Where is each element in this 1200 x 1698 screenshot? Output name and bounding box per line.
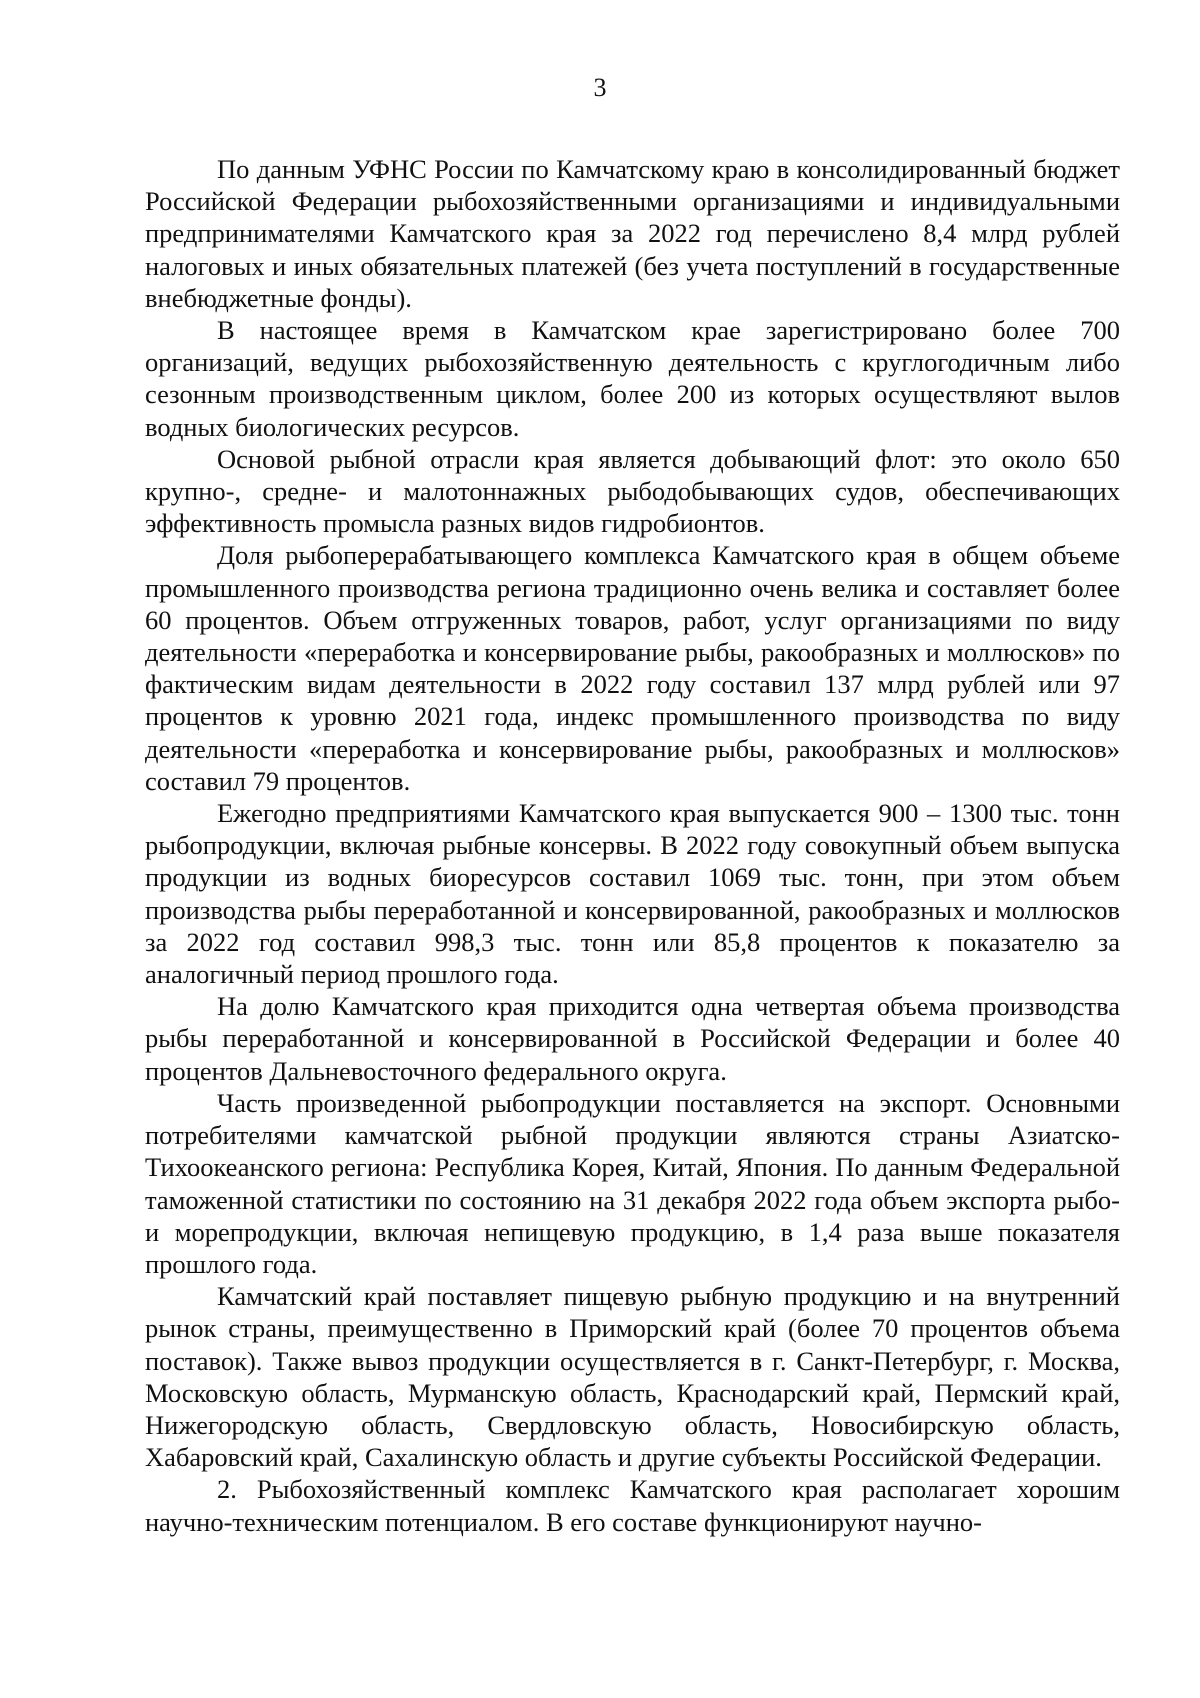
paragraph-fishing-fleet: Основой рыбной отрасли края является добывающий флот: это около 650 крупно-, средне- и малотоннажных рыбодобывающих судов, обеспечивающих эффективность промысла разных видов гидробионтов. (145, 443, 1120, 539)
page-number: 3 (593, 73, 607, 102)
paragraph-annual-output: Ежегодно предприятиями Камчатского края выпускается 900 – 1300 тыс. тонн рыбопродукции, включая рыбные консервы. В 2022 году совокупный объем выпуска продукции из водных биоресурсов составил 1069 тыс. тонн, при этом объем производства рыбы переработанной и консервированной, ракообразных и моллюсков за 2022 год составил 998,3 тыс. тонн или 85,8 процентов к показателю за аналогичный период прошлого года. (145, 798, 1120, 990)
paragraph-national-share: На долю Камчатского края приходится одна четвертая объема производства рыбы переработанной и консервированной в Российской Федерации и более 40 процентов Дальневосточного федерального округа. (145, 991, 1120, 1086)
paragraph-scientific-potential: 2. Рыбохозяйственный комплекс Камчатского края располагает хорошим научно-техническим потенциалом. В его составе функционируют научно- (145, 1474, 1120, 1537)
paragraph-domestic-market: Камчатский край поставляет пищевую рыбную продукцию и на внутренний рынок страны, преимущественно в Приморский край (более 70 процентов объема поставок). Также вывоз продукции осуществляется в г. Санкт-Петербург, г. Москва, Московскую область, Мурманскую область, Краснодарский край, Пермский край, Нижегородскую область, Свердловскую область, Новосибирскую область, Хабаровский край, Сахалинскую область и другие субъекты Российской Федерации. (145, 1281, 1120, 1473)
paragraph-export: Часть произведенной рыбопродукции поставляется на экспорт. Основными потребителями камчатской рыбной продукции являются страны Азиатско-Тихоокеанского региона: Республика Корея, Китай, Япония. По данным Федеральной таможенной статистики по состоянию на 31 декабря 2022 года объем экспорта рыбо- и морепродукции, включая непищевую продукцию, в 1,4 раза выше показателя прошлого года. (145, 1087, 1120, 1279)
document-body (145, 153, 1120, 1538)
paragraph-tax-payments: По данным УФНС России по Камчатскому краю в консолидированный бюджет Российской Федерации рыбохозяйственными организациями и индивидуальными предпринимателями Камчатского края за 2022 год перечислено 8,4 млрд рублей налоговых и иных обязательных платежей (без учета поступлений в государственные внебюджетные фонды). (145, 154, 1120, 313)
paragraph-registered-organizations: В настоящее время в Камчатском крае зарегистрировано более 700 организаций, ведущих рыбохозяйственную деятельность с круглогодичным либо сезонным производственным циклом, более 200 из которых осуществляют вылов водных биологических ресурсов. (145, 315, 1120, 442)
paragraph-processing-share: Доля рыбоперерабатывающего комплекса Камчатского края в общем объеме промышленного производства региона традиционно очень велика и составляет более 60 процентов. Объем отгруженных товаров, работ, услуг организациями по виду деятельности «переработка и консервирование рыбы, ракообразных и моллюсков» по фактическим видам деятельности в 2022 году составил 137 млрд рублей или 97 процентов к уровню 2021 года, индекс промышленного производства по виду деятельности «переработка и консервирование рыбы, ракообразных и моллюсков» составил 79 процентов. (145, 540, 1120, 796)
